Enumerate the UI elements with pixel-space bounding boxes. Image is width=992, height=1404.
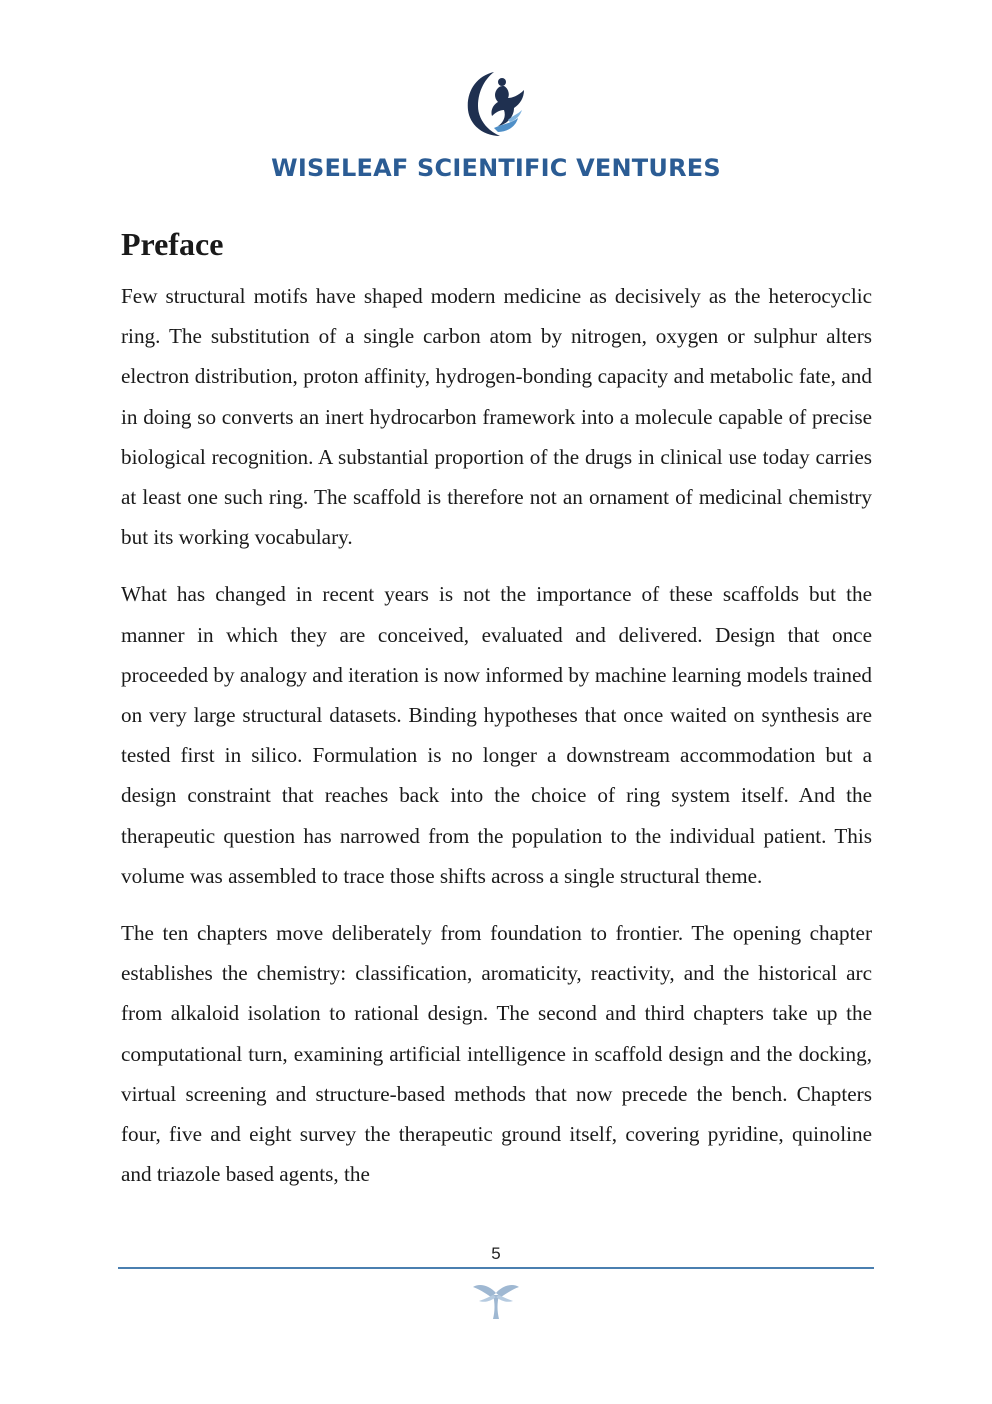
page-number: 5 (491, 1244, 501, 1263)
page-footer (118, 1244, 874, 1321)
paragraph: What has changed in recent years is not the importance of these scaffolds but the manner in which they are conceived, evaluated and delivered. Design that once proceeded by analogy and iteration is now informed by machine learning models trained on very large structural datasets. Binding hypotheses that once waited on synthesis are tested first in silico. Formulation is no longer a downstream accommodation but a design constraint that reaches back into the choice of ring system itself. And the therapeutic question has narrowed from the population to the individual patient. This volume was assembled to trace those shifts across a single structural theme. (121, 582, 872, 888)
paragraph: Few structural motifs have shaped modern medicine as decisively as the heterocyclic ring. The substitution of a single carbon atom by nitrogen, oxygen or sulphur alters electron distribution, proton affinity, hydrogen-bonding capacity and metabolic fate, and in doing so converts an inert hydrocarbon framework into a molecule capable of precise biological recognition. A substantial proportion of the drugs in clinical use today carries at least one such ring. The scaffold is therefore not an ornament of medicinal chemistry but its working vocabulary. (121, 284, 872, 550)
main-content (121, 222, 872, 1211)
winged-figure-logo-icon (464, 68, 528, 140)
section-title: Preface (121, 226, 224, 262)
leaf-emblem-icon (471, 1279, 521, 1321)
brand-name: WISELEAF SCIENTIFIC VENTURES (271, 154, 721, 182)
paragraph: The ten chapters move deliberately from foundation to frontier. The opening chapter establishes the chemistry: classification, aromaticity, reactivity, and the historical arc from alkaloid isolation to rational design. The second and third chapters take up the computational turn, examining artificial intelligence in scaffold design and the docking, virtual screening and structure-based methods that now precede the bench. Chapters four, five and eight survey the therapeutic ground itself, covering pyridine, quinoline and triazole based agents, the (121, 921, 872, 1187)
page-header (0, 68, 992, 182)
footer-divider (118, 1267, 874, 1269)
